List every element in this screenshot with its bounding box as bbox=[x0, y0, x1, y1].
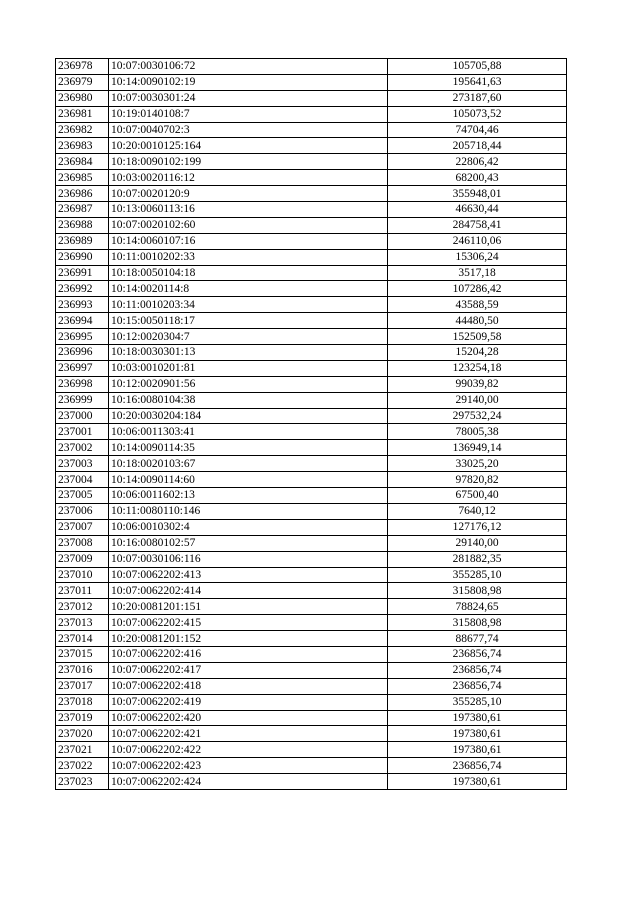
amount-cell: 195641,63 bbox=[388, 74, 567, 90]
table-row bbox=[56, 186, 567, 202]
row-id-cell: 236988 bbox=[56, 217, 109, 233]
table-row bbox=[56, 265, 567, 281]
cadastral-code-cell: 10:20:0030204:184 bbox=[109, 408, 388, 424]
table-row bbox=[56, 90, 567, 106]
amount-cell: 105705,88 bbox=[388, 59, 567, 75]
amount-cell: 78824,65 bbox=[388, 599, 567, 615]
row-id-cell: 237003 bbox=[56, 456, 109, 472]
row-id-cell: 236980 bbox=[56, 90, 109, 106]
row-id-cell: 237012 bbox=[56, 599, 109, 615]
amount-cell: 68200,43 bbox=[388, 170, 567, 186]
row-id-cell: 237000 bbox=[56, 408, 109, 424]
cadastral-code-cell: 10:07:0062202:423 bbox=[109, 758, 388, 774]
row-id-cell: 236989 bbox=[56, 233, 109, 249]
row-id-cell: 237006 bbox=[56, 503, 109, 519]
amount-cell: 197380,61 bbox=[388, 742, 567, 758]
cadastral-code-cell: 10:15:0050118:17 bbox=[109, 313, 388, 329]
cadastral-code-cell: 10:07:0062202:419 bbox=[109, 694, 388, 710]
amount-cell: 197380,61 bbox=[388, 774, 567, 790]
table-row bbox=[56, 138, 567, 154]
cadastral-code-cell: 10:07:0030301:24 bbox=[109, 90, 388, 106]
cadastral-code-cell: 10:06:0011602:13 bbox=[109, 488, 388, 504]
cadastral-code-cell: 10:06:0010302:4 bbox=[109, 519, 388, 535]
table-row bbox=[56, 249, 567, 265]
table-row bbox=[56, 503, 567, 519]
amount-cell: 33025,20 bbox=[388, 456, 567, 472]
row-id-cell: 237021 bbox=[56, 742, 109, 758]
cadastral-code-cell: 10:07:0062202:420 bbox=[109, 710, 388, 726]
row-id-cell: 236995 bbox=[56, 329, 109, 345]
amount-cell: 15306,24 bbox=[388, 249, 567, 265]
cadastral-code-cell: 10:07:0062202:424 bbox=[109, 774, 388, 790]
row-id-cell: 236981 bbox=[56, 106, 109, 122]
row-id-cell: 237007 bbox=[56, 519, 109, 535]
cadastral-code-cell: 10:19:0140108:7 bbox=[109, 106, 388, 122]
cadastral-code-cell: 10:11:0010202:33 bbox=[109, 249, 388, 265]
cadastral-code-cell: 10:07:0020102:60 bbox=[109, 217, 388, 233]
cadastral-code-cell: 10:14:0090114:60 bbox=[109, 472, 388, 488]
amount-cell: 88677,74 bbox=[388, 631, 567, 647]
row-id-cell: 237014 bbox=[56, 631, 109, 647]
cadastral-code-cell: 10:16:0080102:57 bbox=[109, 535, 388, 551]
row-id-cell: 237013 bbox=[56, 615, 109, 631]
row-id-cell: 236991 bbox=[56, 265, 109, 281]
row-id-cell: 236992 bbox=[56, 281, 109, 297]
table-row bbox=[56, 154, 567, 170]
table-row bbox=[56, 646, 567, 662]
cadastral-code-cell: 10:07:0062202:421 bbox=[109, 726, 388, 742]
amount-cell: 97820,82 bbox=[388, 472, 567, 488]
row-id-cell: 236979 bbox=[56, 74, 109, 90]
amount-cell: 315808,98 bbox=[388, 583, 567, 599]
cadastral-code-cell: 10:18:0050104:18 bbox=[109, 265, 388, 281]
cadastral-code-cell: 10:16:0080104:38 bbox=[109, 392, 388, 408]
cadastral-code-cell: 10:18:0020103:67 bbox=[109, 456, 388, 472]
cadastral-code-cell: 10:12:0020901:56 bbox=[109, 376, 388, 392]
row-id-cell: 236993 bbox=[56, 297, 109, 313]
amount-cell: 3517,18 bbox=[388, 265, 567, 281]
cadastral-code-cell: 10:14:0090114:35 bbox=[109, 440, 388, 456]
table-row bbox=[56, 631, 567, 647]
amount-cell: 355285,10 bbox=[388, 694, 567, 710]
amount-cell: 197380,61 bbox=[388, 726, 567, 742]
row-id-cell: 237022 bbox=[56, 758, 109, 774]
row-id-cell: 236987 bbox=[56, 202, 109, 218]
amount-cell: 43588,59 bbox=[388, 297, 567, 313]
table-row bbox=[56, 615, 567, 631]
row-id-cell: 236996 bbox=[56, 345, 109, 361]
row-id-cell: 237023 bbox=[56, 774, 109, 790]
row-id-cell: 237018 bbox=[56, 694, 109, 710]
row-id-cell: 236978 bbox=[56, 59, 109, 75]
amount-cell: 29140,00 bbox=[388, 392, 567, 408]
amount-cell: 74704,46 bbox=[388, 122, 567, 138]
table-row bbox=[56, 662, 567, 678]
table-row bbox=[56, 59, 567, 75]
table-row bbox=[56, 742, 567, 758]
table-row bbox=[56, 567, 567, 583]
row-id-cell: 237004 bbox=[56, 472, 109, 488]
cadastral-code-cell: 10:13:0060113:16 bbox=[109, 202, 388, 218]
row-id-cell: 237016 bbox=[56, 662, 109, 678]
cadastral-code-cell: 10:11:0010203:34 bbox=[109, 297, 388, 313]
table-row bbox=[56, 74, 567, 90]
row-id-cell: 237002 bbox=[56, 440, 109, 456]
table-row bbox=[56, 217, 567, 233]
table-row bbox=[56, 535, 567, 551]
table-row bbox=[56, 376, 567, 392]
row-id-cell: 236990 bbox=[56, 249, 109, 265]
row-id-cell: 236982 bbox=[56, 122, 109, 138]
cadastral-code-cell: 10:07:0062202:417 bbox=[109, 662, 388, 678]
row-id-cell: 236986 bbox=[56, 186, 109, 202]
cadastral-code-cell: 10:18:0090102:199 bbox=[109, 154, 388, 170]
row-id-cell: 237011 bbox=[56, 583, 109, 599]
table-row bbox=[56, 281, 567, 297]
cadastral-code-cell: 10:20:0081201:151 bbox=[109, 599, 388, 615]
amount-cell: 136949,14 bbox=[388, 440, 567, 456]
table-row bbox=[56, 329, 567, 345]
amount-cell: 46630,44 bbox=[388, 202, 567, 218]
cadastral-code-cell: 10:07:0030106:116 bbox=[109, 551, 388, 567]
cadastral-code-cell: 10:07:0030106:72 bbox=[109, 59, 388, 75]
cadastral-code-cell: 10:07:0062202:416 bbox=[109, 646, 388, 662]
cadastral-code-cell: 10:07:0062202:418 bbox=[109, 678, 388, 694]
amount-cell: 236856,74 bbox=[388, 758, 567, 774]
amount-cell: 355948,01 bbox=[388, 186, 567, 202]
table-row bbox=[56, 710, 567, 726]
cadastral-code-cell: 10:07:0062202:422 bbox=[109, 742, 388, 758]
amount-cell: 236856,74 bbox=[388, 646, 567, 662]
table-row bbox=[56, 440, 567, 456]
table-row bbox=[56, 599, 567, 615]
row-id-cell: 237020 bbox=[56, 726, 109, 742]
cadastral-code-cell: 10:20:0010125:164 bbox=[109, 138, 388, 154]
cadastral-code-cell: 10:07:0020120:9 bbox=[109, 186, 388, 202]
amount-cell: 197380,61 bbox=[388, 710, 567, 726]
cadastral-code-cell: 10:03:0020116:12 bbox=[109, 170, 388, 186]
row-id-cell: 236997 bbox=[56, 360, 109, 376]
amount-cell: 281882,35 bbox=[388, 551, 567, 567]
table-row bbox=[56, 170, 567, 186]
amount-cell: 123254,18 bbox=[388, 360, 567, 376]
document-page bbox=[55, 58, 566, 790]
amount-cell: 315808,98 bbox=[388, 615, 567, 631]
amount-cell: 29140,00 bbox=[388, 535, 567, 551]
table-row bbox=[56, 360, 567, 376]
amount-cell: 284758,41 bbox=[388, 217, 567, 233]
table-row bbox=[56, 122, 567, 138]
row-id-cell: 237009 bbox=[56, 551, 109, 567]
table-row bbox=[56, 519, 567, 535]
amount-cell: 236856,74 bbox=[388, 678, 567, 694]
cadastral-code-cell: 10:18:0030301:13 bbox=[109, 345, 388, 361]
amount-cell: 273187,60 bbox=[388, 90, 567, 106]
row-id-cell: 236985 bbox=[56, 170, 109, 186]
table-row bbox=[56, 424, 567, 440]
table-row bbox=[56, 408, 567, 424]
cadastral-code-cell: 10:07:0062202:415 bbox=[109, 615, 388, 631]
table-row bbox=[56, 313, 567, 329]
cadastral-code-cell: 10:14:0020114:8 bbox=[109, 281, 388, 297]
amount-cell: 107286,42 bbox=[388, 281, 567, 297]
table-row bbox=[56, 488, 567, 504]
amount-cell: 7640,12 bbox=[388, 503, 567, 519]
table-row bbox=[56, 472, 567, 488]
table-row bbox=[56, 678, 567, 694]
amount-cell: 355285,10 bbox=[388, 567, 567, 583]
row-id-cell: 237019 bbox=[56, 710, 109, 726]
amount-cell: 246110,06 bbox=[388, 233, 567, 249]
table-row bbox=[56, 551, 567, 567]
table-row bbox=[56, 758, 567, 774]
cadastral-code-cell: 10:03:0010201:81 bbox=[109, 360, 388, 376]
amount-cell: 99039,82 bbox=[388, 376, 567, 392]
table-row bbox=[56, 774, 567, 790]
row-id-cell: 237010 bbox=[56, 567, 109, 583]
amount-cell: 127176,12 bbox=[388, 519, 567, 535]
amount-cell: 78005,38 bbox=[388, 424, 567, 440]
amount-cell: 67500,40 bbox=[388, 488, 567, 504]
records-table-body bbox=[56, 59, 567, 790]
table-row bbox=[56, 106, 567, 122]
cadastral-code-cell: 10:12:0020304:7 bbox=[109, 329, 388, 345]
cadastral-code-cell: 10:11:0080110:146 bbox=[109, 503, 388, 519]
amount-cell: 15204,28 bbox=[388, 345, 567, 361]
row-id-cell: 237001 bbox=[56, 424, 109, 440]
row-id-cell: 236984 bbox=[56, 154, 109, 170]
row-id-cell: 236998 bbox=[56, 376, 109, 392]
table-row bbox=[56, 456, 567, 472]
row-id-cell: 237008 bbox=[56, 535, 109, 551]
cadastral-code-cell: 10:07:0062202:413 bbox=[109, 567, 388, 583]
cadastral-code-cell: 10:07:0040702:3 bbox=[109, 122, 388, 138]
table-row bbox=[56, 233, 567, 249]
row-id-cell: 236983 bbox=[56, 138, 109, 154]
amount-cell: 44480,50 bbox=[388, 313, 567, 329]
row-id-cell: 237015 bbox=[56, 646, 109, 662]
cadastral-code-cell: 10:20:0081201:152 bbox=[109, 631, 388, 647]
table-row bbox=[56, 694, 567, 710]
cadastral-code-cell: 10:07:0062202:414 bbox=[109, 583, 388, 599]
row-id-cell: 237017 bbox=[56, 678, 109, 694]
row-id-cell: 236999 bbox=[56, 392, 109, 408]
table-row bbox=[56, 297, 567, 313]
records-table bbox=[55, 58, 567, 790]
amount-cell: 236856,74 bbox=[388, 662, 567, 678]
table-row bbox=[56, 345, 567, 361]
table-row bbox=[56, 726, 567, 742]
amount-cell: 22806,42 bbox=[388, 154, 567, 170]
table-row bbox=[56, 392, 567, 408]
row-id-cell: 237005 bbox=[56, 488, 109, 504]
table-row bbox=[56, 583, 567, 599]
amount-cell: 152509,58 bbox=[388, 329, 567, 345]
cadastral-code-cell: 10:06:0011303:41 bbox=[109, 424, 388, 440]
cadastral-code-cell: 10:14:0090102:19 bbox=[109, 74, 388, 90]
row-id-cell: 236994 bbox=[56, 313, 109, 329]
table-row bbox=[56, 202, 567, 218]
amount-cell: 105073,52 bbox=[388, 106, 567, 122]
amount-cell: 205718,44 bbox=[388, 138, 567, 154]
amount-cell: 297532,24 bbox=[388, 408, 567, 424]
cadastral-code-cell: 10:14:0060107:16 bbox=[109, 233, 388, 249]
